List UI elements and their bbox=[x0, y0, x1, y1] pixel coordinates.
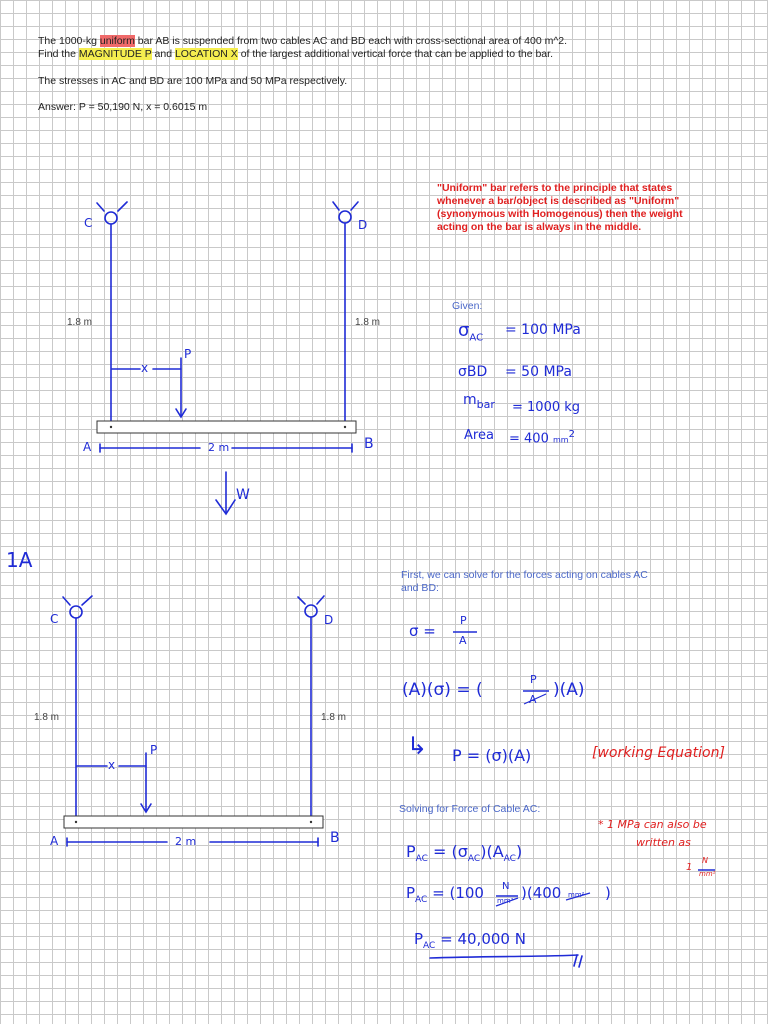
problem-text: of the largest additional vertical force that can be applied to the bar. bbox=[237, 48, 553, 60]
section-label-1a: 1A bbox=[6, 548, 33, 572]
given-area-value bbox=[509, 429, 575, 446]
label-d: D bbox=[358, 218, 368, 232]
pac2-den: mm² bbox=[497, 897, 514, 905]
bottom-diagram bbox=[63, 596, 585, 967]
force-p-arrow bbox=[141, 753, 151, 812]
pac-eq-part: ) bbox=[515, 842, 523, 861]
label-b: B bbox=[364, 436, 374, 452]
uniform-note: "Uniform" bar refers to the principle that states whenever a bar/object is described as "Uniform" (synonymous with Homogenous) then the weight acting on the bar is always in the middle. bbox=[437, 182, 683, 233]
arrow-icon: ↳ bbox=[407, 732, 428, 760]
working-equation: P = (σ)(A) bbox=[452, 746, 532, 765]
mpa-note-3: 1 bbox=[686, 862, 693, 873]
top-diagram bbox=[97, 202, 358, 514]
pac-result: = 40,000 N bbox=[440, 930, 526, 948]
pac-subscript: AC bbox=[503, 854, 516, 865]
length-bd: 1.8 m bbox=[355, 317, 381, 328]
eq2-frac-a: A bbox=[529, 693, 537, 706]
pac-subscript: AC bbox=[423, 941, 436, 951]
length-ac: 1.8 m bbox=[34, 712, 60, 723]
given-mass bbox=[463, 392, 495, 411]
pac-subscript: AC bbox=[415, 895, 428, 905]
label-c: C bbox=[84, 216, 93, 230]
pin-b bbox=[344, 426, 346, 428]
mass-subscript: bar bbox=[476, 397, 495, 411]
eq2-left: (A)(σ) = ( bbox=[402, 680, 483, 700]
pac-eq-part: = (100 bbox=[432, 884, 484, 902]
span-label: 2 m bbox=[208, 441, 230, 454]
problem-text: Find the bbox=[38, 48, 79, 60]
mpa-note-1: * 1 MPa can also be bbox=[598, 818, 707, 831]
stress-formula-lhs: σ = bbox=[409, 622, 436, 640]
given-sigma-ac-value: = 100 MPa bbox=[505, 322, 581, 338]
length-ac: 1.8 m bbox=[67, 317, 93, 328]
label-c: C bbox=[50, 612, 59, 626]
label-a: A bbox=[50, 834, 59, 848]
pac-subscript: AC bbox=[467, 854, 481, 865]
x-label: x bbox=[141, 361, 149, 375]
fraction-p: P bbox=[460, 614, 467, 627]
force-p-arrow bbox=[176, 358, 186, 417]
label-a: A bbox=[83, 440, 92, 454]
sigma-ac-subscript: AC bbox=[469, 332, 484, 344]
pac-subscript: AC bbox=[415, 854, 428, 865]
mpa-note-n: N bbox=[702, 856, 708, 865]
mass-symbol: m bbox=[463, 392, 477, 408]
pac-equation-2 bbox=[406, 884, 484, 905]
mpa-note-2: written as bbox=[636, 836, 691, 849]
span-label: 2 m bbox=[175, 835, 197, 848]
support-c-icon bbox=[63, 596, 92, 618]
problem-text: bar AB is suspended from two cables AC and BD each with cross-sectional area of 400 m^2. bbox=[134, 35, 568, 47]
pin-a bbox=[75, 821, 77, 823]
area-number: = 400 bbox=[509, 431, 549, 447]
p-label: P bbox=[150, 743, 158, 757]
pac-symbol: P bbox=[406, 884, 416, 902]
mpa-note-den: mm² bbox=[699, 870, 716, 878]
p-label: P bbox=[184, 347, 192, 361]
sigma-symbol: σ bbox=[458, 320, 470, 341]
problem-text: and bbox=[151, 48, 175, 60]
area-exponent: 2 bbox=[568, 429, 575, 440]
pac-equation-1 bbox=[406, 842, 522, 864]
w-label: W bbox=[236, 487, 250, 503]
solution-intro: First, we can solve for the forces acting on cables AC and BD: bbox=[401, 569, 648, 594]
pac-eq-part: )(A bbox=[480, 842, 504, 861]
problem-text: The 1000-kg bbox=[38, 35, 100, 47]
given-sigma-bd-value: = 50 MPa bbox=[505, 364, 572, 380]
length-bd: 1.8 m bbox=[321, 712, 347, 723]
highlight-location: LOCATION X bbox=[174, 48, 238, 60]
given-sigma-bd: σBD bbox=[458, 364, 488, 380]
given-area: Area bbox=[464, 428, 494, 443]
given-mass-value: = 1000 kg bbox=[512, 400, 581, 415]
pac2-end: ) bbox=[605, 884, 611, 902]
weight-w-arrow bbox=[216, 472, 235, 514]
bar-ab-top bbox=[97, 421, 356, 433]
fraction-a: A bbox=[459, 634, 467, 647]
pin-a bbox=[110, 426, 112, 428]
given-heading: Given: bbox=[452, 300, 483, 312]
label-b: B bbox=[330, 830, 340, 846]
problem-answer: Answer: P = 50,190 N, x = 0.6015 m bbox=[38, 101, 208, 113]
eq2-frac-p: P bbox=[530, 673, 537, 686]
x-label: x bbox=[108, 758, 116, 772]
bar-ab-bottom bbox=[64, 816, 323, 828]
pac2-n: N bbox=[502, 881, 510, 892]
problem-stresses: The stresses in AC and BD are 100 MPa and 50 MPa respectively. bbox=[38, 75, 348, 87]
given-sigma-ac bbox=[458, 320, 483, 344]
pin-b bbox=[310, 821, 312, 823]
support-d-icon bbox=[333, 202, 358, 223]
working-equation-label: [working Equation] bbox=[592, 745, 725, 761]
solve-ac-heading: Solving for Force of Cable AC: bbox=[399, 803, 541, 815]
pac-symbol: P bbox=[406, 842, 416, 861]
eq2-right: )(A) bbox=[553, 680, 585, 700]
support-c-icon bbox=[97, 202, 127, 224]
cancel-marks bbox=[496, 694, 590, 906]
highlight-magnitude: MAGNITUDE P bbox=[78, 48, 152, 60]
pac2-unit: mm² bbox=[568, 891, 585, 899]
area-unit: mm bbox=[552, 435, 569, 445]
pac-symbol: P bbox=[414, 930, 424, 948]
highlight-uniform: uniform bbox=[99, 35, 135, 47]
pac-equation-3 bbox=[414, 930, 526, 951]
pac2-mid: )(400 bbox=[521, 884, 562, 902]
pac-eq-part: = (σ bbox=[433, 842, 468, 861]
label-d: D bbox=[324, 613, 334, 627]
support-d-icon bbox=[298, 596, 324, 617]
underline-40000 bbox=[430, 955, 582, 967]
